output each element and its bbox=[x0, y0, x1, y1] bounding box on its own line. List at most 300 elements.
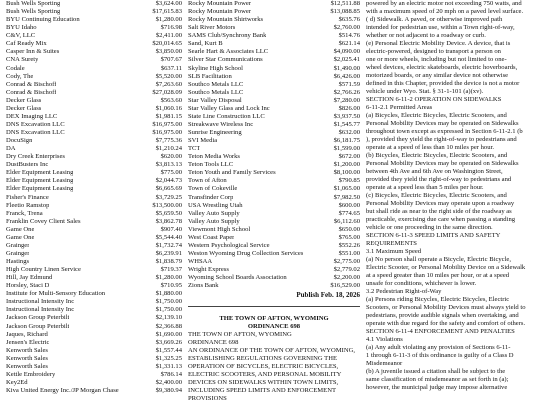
vendor-name: High Country Linen Service bbox=[6, 266, 81, 274]
text-line: Personal Mobility Devices may operate upon a roadway bbox=[366, 200, 515, 207]
vendor-amount: $826.00 bbox=[338, 104, 360, 112]
vendor-name: Southco Metals LLC bbox=[188, 88, 244, 96]
vendor-row bbox=[6, 290, 182, 298]
vendor-name: Salt River Motors bbox=[188, 24, 236, 32]
vendor-name: Wyoming School Boards Association bbox=[188, 274, 287, 282]
vendor-name: Conrad & Bischoff bbox=[6, 80, 57, 88]
vendor-row bbox=[6, 234, 182, 242]
vendor-name: BYU Continuing Education bbox=[6, 16, 80, 24]
vendor-name: Fisher's Finance bbox=[6, 193, 49, 201]
vendor-name: Key2Ed bbox=[6, 378, 28, 386]
vendor-name: Town of Cokeville bbox=[188, 185, 238, 193]
vendor-row bbox=[6, 331, 182, 339]
vendor-amount: $20,014.65 bbox=[152, 40, 182, 48]
text-line: intended for pedestrian use, within a Town right-of-way, bbox=[366, 24, 515, 31]
vendor-name: Conrad & Bischoff bbox=[6, 88, 57, 96]
vendor-row bbox=[6, 97, 182, 105]
vendor-list-column-1 bbox=[6, 0, 182, 395]
ordinance-text-column bbox=[366, 0, 536, 392]
text-line: (a) Persons riding Bicycles, Electric Bicycles, Electric bbox=[366, 296, 510, 303]
vendor-amount: $5,659.50 bbox=[155, 209, 182, 217]
vendor-name: DA bbox=[6, 145, 16, 153]
vendor-name: USA Wrestling Utah bbox=[188, 201, 243, 209]
vendor-name: Wright Express bbox=[188, 266, 229, 274]
vendor-name: Zions Bank bbox=[188, 282, 219, 290]
vendor-amount: $1,557.44 bbox=[155, 346, 182, 354]
vendor-row bbox=[6, 306, 182, 314]
vendor-list-column-2 bbox=[188, 0, 360, 403]
vendor-row bbox=[188, 250, 360, 258]
publish-date: Publish Feb. 18, 2026 bbox=[296, 291, 360, 300]
text-line: whether or not adjacent to a roadway or curb. bbox=[366, 32, 486, 39]
text-line: powered by an electric motor not exceeding 750 watts, and bbox=[366, 0, 522, 7]
vendor-amount: $2,025.41 bbox=[333, 56, 360, 64]
vendor-row bbox=[6, 282, 182, 290]
vendor-row bbox=[6, 153, 182, 161]
vendor-row bbox=[6, 202, 182, 210]
text-line: SECTION 6-11-3 SPEED LIMITS AND SAFETY bbox=[366, 232, 501, 239]
vendor-name: Kenworth Sales bbox=[6, 362, 48, 370]
divider bbox=[188, 306, 360, 307]
vendor-row bbox=[188, 169, 360, 177]
vendor-amount: $600.00 bbox=[338, 201, 360, 209]
vendor-row bbox=[6, 194, 182, 202]
vendor-amount: $7,280.00 bbox=[333, 96, 360, 104]
vendor-name: Dry Creek Enterprises bbox=[6, 153, 65, 161]
text-line: vehicle or one proceeding in the same direction. bbox=[366, 224, 493, 231]
vendor-amount: $1,325.25 bbox=[155, 354, 182, 362]
vendor-amount: $3,862.78 bbox=[155, 217, 182, 225]
vendor-row bbox=[6, 73, 182, 81]
vendor-amount: $514.76 bbox=[338, 32, 360, 40]
vendor-name: Kenworth Sales bbox=[6, 346, 48, 354]
vendor-amount: $1,981.15 bbox=[155, 112, 182, 120]
vendor-row bbox=[188, 210, 360, 218]
vendor-amount: $1,732.74 bbox=[155, 241, 182, 249]
text-line: 4.1 Violations bbox=[366, 336, 403, 343]
vendor-amount: $3,813.13 bbox=[155, 161, 182, 169]
vendor-name: Codale bbox=[6, 64, 25, 72]
vendor-row bbox=[6, 355, 182, 363]
vendor-row bbox=[188, 8, 360, 16]
vendor-row bbox=[188, 40, 360, 48]
text-line: Personal Mobility Devices may be operated on Sidewalks bbox=[366, 160, 519, 167]
vendor-amount: $790.85 bbox=[338, 177, 360, 185]
vendor-row bbox=[6, 8, 182, 16]
vendor-row bbox=[6, 339, 182, 347]
vendor-row bbox=[6, 210, 182, 218]
vendor-amount: $907.40 bbox=[160, 225, 182, 233]
vendor-row bbox=[6, 323, 182, 331]
vendor-name: Western Psychological Service bbox=[188, 241, 270, 249]
vendor-name: Sunrise Engineering bbox=[188, 129, 242, 136]
vendor-row bbox=[6, 105, 182, 113]
text-line: (b) A juvenile issued a citation shall be subject to the bbox=[366, 368, 506, 375]
vendor-row bbox=[6, 65, 182, 73]
vendor-amount: $1,750.00 bbox=[155, 306, 182, 314]
vendor-name: State Line Construction LLC bbox=[188, 112, 265, 120]
vendor-amount: $6,665.69 bbox=[155, 185, 182, 193]
vendor-name: Skyline High School bbox=[188, 64, 243, 72]
text-line: ( d) Sidewalk. A paved, or otherwise improved path bbox=[366, 16, 503, 23]
text-line: (b) Bicycles, Electric Bicycles, Electric Scooters, and bbox=[366, 152, 508, 159]
text-line: one or more wheels, including but not limited to one- bbox=[366, 56, 507, 63]
vendor-name: Bush Wells Sporting bbox=[6, 8, 61, 16]
vendor-name: Jackson Group Peterbilt bbox=[6, 314, 70, 322]
vendor-amount: $672.00 bbox=[338, 153, 360, 161]
text-line: SECTION 6-11-2 OPERATION ON SIDEWALKS bbox=[366, 96, 502, 103]
vendor-row bbox=[188, 129, 360, 137]
text-line: Personal Mobility Devices may be operated on Sidewalks bbox=[366, 120, 519, 127]
vendor-amount: $7,775.36 bbox=[155, 137, 182, 145]
vendor-amount: $1,060.16 bbox=[155, 104, 182, 112]
vendor-name: Transfinder Corp bbox=[188, 193, 234, 201]
vendor-amount: $13,500.00 bbox=[152, 201, 182, 209]
vendor-amount: $27,028.09 bbox=[152, 88, 182, 96]
vendor-name: CNA Surety bbox=[6, 56, 39, 64]
vendor-row bbox=[6, 81, 182, 89]
vendor-amount: $1,880.00 bbox=[155, 290, 182, 298]
vendor-amount: $3,669.26 bbox=[155, 338, 182, 346]
vendor-name: Star Valley Disposal bbox=[188, 96, 242, 104]
vendor-row bbox=[6, 0, 182, 8]
vendor-amount: $1,490.00 bbox=[333, 64, 360, 72]
vendor-amount: $16,529.00 bbox=[330, 282, 360, 290]
vendor-name: WHSAA bbox=[188, 258, 213, 265]
vendor-row bbox=[188, 105, 360, 113]
vendor-name: Viewmont High School bbox=[188, 225, 251, 233]
vendor-name: Rocky Mountain Power bbox=[188, 8, 252, 16]
vendor-name: Fleetio Ramstop bbox=[6, 201, 50, 209]
vendor-name: West Coast Paper bbox=[188, 233, 235, 241]
vendor-amount: $1,599.00 bbox=[333, 145, 360, 153]
text-line: SECTION 6-11-4 ENFORCEMENT AND PENALTIES bbox=[366, 328, 515, 335]
text-line: electric-powered, designed to transport a person on bbox=[366, 48, 501, 55]
vendor-name: Kenworth Sales bbox=[6, 354, 48, 362]
vendor-name: Teton Media Works bbox=[188, 153, 240, 161]
vendor-amount: $17,615.83 bbox=[152, 8, 182, 16]
vendor-name: Kettle Embroidery bbox=[6, 370, 56, 378]
vendor-row bbox=[6, 314, 182, 322]
vendor-amount: $9,380.94 bbox=[155, 387, 182, 394]
vendor-name: SVI Media bbox=[188, 137, 218, 145]
vendor-amount: $4,090.00 bbox=[333, 48, 360, 56]
vendor-amount: $710.95 bbox=[160, 282, 182, 290]
vendor-amount: $16,975.00 bbox=[152, 120, 182, 128]
vendor-name: Rocky Mountain Power bbox=[188, 0, 252, 7]
vendor-amount: $2,766.26 bbox=[333, 88, 360, 96]
text-line: (e) Personal Electric Mobility Device. A device, that is bbox=[366, 40, 511, 47]
text-line: throughout town except as expressed in Section 6-11-2.1 (b bbox=[366, 128, 523, 135]
vendor-amount: $2,760.00 bbox=[333, 24, 360, 32]
vendor-row bbox=[188, 258, 360, 266]
text-line: ORDINANCE 698 bbox=[188, 339, 239, 347]
vendor-amount: $13,088.85 bbox=[330, 8, 360, 16]
text-line: operate with due regard for the safety and comfort of others. bbox=[366, 320, 526, 327]
vendor-name: Elder Equipment Leasing bbox=[6, 177, 74, 185]
vendor-row bbox=[188, 137, 360, 145]
vendor-name: Star Valley Glass and Lock Inc bbox=[188, 104, 270, 112]
vendor-amount: $12,511.88 bbox=[330, 0, 360, 7]
vendor-row bbox=[188, 266, 360, 274]
vendor-name: Hastings bbox=[6, 258, 30, 265]
vendor-name: Elder Equipment Leasing bbox=[6, 169, 74, 177]
vendor-row bbox=[188, 65, 360, 73]
vendor-amount: $6,112.60 bbox=[333, 217, 360, 225]
vendor-name: Instructional Intensity Inc bbox=[6, 298, 75, 306]
vendor-amount: $1,331.13 bbox=[155, 362, 182, 370]
vendor-name: Elder Equipment Leasing bbox=[6, 185, 74, 193]
vendor-amount: $1,065.00 bbox=[333, 185, 360, 193]
vendor-amount: $6,239.91 bbox=[155, 249, 182, 257]
text-line: vehicle under Wyo. Stat. § 31-1-101 (a)(xv). bbox=[366, 88, 484, 95]
text-line: ), provided they yield the right-of-way to pedestrians and bbox=[366, 136, 517, 143]
vendor-row bbox=[6, 379, 182, 387]
vendor-row bbox=[6, 363, 182, 371]
vendor-name: Weston Wyoming Drug Collection Services bbox=[188, 249, 304, 257]
vendor-row bbox=[188, 24, 360, 32]
vendor-row bbox=[188, 161, 360, 169]
vendor-name: C&V, LLC bbox=[6, 32, 36, 40]
vendor-row bbox=[188, 81, 360, 89]
vendor-name: Valley Auto Supply bbox=[188, 209, 240, 217]
vendor-row bbox=[6, 177, 182, 185]
vendor-name: Southco Metals LLC bbox=[188, 80, 244, 88]
text-line: motorized boards, or any similar device not otherwise bbox=[366, 72, 509, 79]
vendor-amount: $2,411.00 bbox=[155, 32, 182, 40]
vendor-row bbox=[188, 282, 360, 290]
vendor-amount: $621.14 bbox=[338, 40, 360, 48]
vendor-amount: $7,982.50 bbox=[333, 193, 360, 201]
vendor-amount: $551.00 bbox=[338, 249, 360, 257]
vendor-row bbox=[188, 242, 360, 250]
vendor-name: TCT bbox=[188, 145, 201, 153]
vendor-row bbox=[6, 250, 182, 258]
vendor-row bbox=[188, 56, 360, 64]
vendor-row bbox=[188, 16, 360, 24]
text-line: pedestrians, provide audible signals when overtaking, and bbox=[366, 312, 519, 319]
vendor-amount: $716.98 bbox=[160, 24, 182, 32]
vendor-name: Kiva United Energy Inc./JP Morgan Chase bbox=[6, 387, 119, 394]
vendor-name: SAMS Club/Synchrony Bank bbox=[188, 32, 267, 40]
vendor-name: DNS Excavation LLC bbox=[6, 129, 65, 136]
vendor-amount: $1,280.00 bbox=[155, 16, 182, 24]
vendor-amount: $3,850.00 bbox=[155, 48, 182, 56]
vendor-name: Hill, Jay Edmund bbox=[6, 274, 53, 282]
vendor-row bbox=[6, 169, 182, 177]
vendor-amount: $632.00 bbox=[338, 129, 360, 136]
vendor-name: DustBusters Inc bbox=[6, 161, 49, 169]
text-line: Misdemeanor bbox=[366, 360, 403, 367]
vendor-name: DEX Imaging LLC bbox=[6, 112, 58, 120]
vendor-amount: $775.00 bbox=[160, 169, 182, 177]
vendor-row bbox=[188, 274, 360, 282]
text-line: provided they yield the right-of-way to pedestrians and bbox=[366, 176, 512, 183]
vendor-row bbox=[6, 24, 182, 32]
vendor-row bbox=[6, 89, 182, 97]
vendor-name: Game One bbox=[6, 233, 35, 241]
text-line: operate at a speed of less than 10 miles per hour. bbox=[366, 144, 494, 151]
vendor-row bbox=[188, 32, 360, 40]
vendor-row bbox=[188, 153, 360, 161]
text-line: (c) Bicycles, Electric Bicycles, Electric Scooters, and bbox=[366, 192, 507, 199]
vendor-amount: $5,544.40 bbox=[155, 233, 182, 241]
vendor-name: DocuSign bbox=[6, 137, 33, 145]
vendor-name: DNS Excavation LLC bbox=[6, 120, 65, 128]
text-line: operate at a speed less than 5 miles per hour. bbox=[366, 184, 484, 191]
vendor-amount: $765.00 bbox=[338, 233, 360, 241]
vendor-amount: $3,937.50 bbox=[333, 112, 360, 120]
vendor-name: Cody, The bbox=[6, 72, 34, 80]
vendor-row bbox=[6, 258, 182, 266]
vendor-row bbox=[6, 347, 182, 355]
vendor-row bbox=[188, 218, 360, 226]
vendor-row bbox=[6, 32, 182, 40]
vendor-name: Jensen's Electric bbox=[6, 338, 50, 346]
vendor-row bbox=[188, 202, 360, 210]
vendor-row bbox=[188, 226, 360, 234]
text-line: at a speed greater than 10 miles per hour, or at a speed bbox=[366, 272, 510, 279]
vendor-amount: $635.76 bbox=[338, 16, 360, 24]
ordinance-title-town: THE TOWN OF AFTON, WYOMING bbox=[219, 315, 329, 323]
vendor-name: Franklin Covey Client Sales bbox=[6, 217, 81, 225]
vendor-amount: $2,200.00 bbox=[333, 274, 360, 282]
vendor-name: Silver Star Communications bbox=[188, 56, 263, 64]
vendor-name: SLB Facilitation bbox=[188, 72, 232, 80]
vendor-list-2 bbox=[188, 0, 360, 290]
vendor-row bbox=[188, 194, 360, 202]
vendor-name: Grainger bbox=[6, 249, 30, 257]
vendor-name: Instructional Intensity Inc bbox=[6, 306, 75, 314]
text-line: ELECTRIC SCOOTERS, AND PERSONAL MOBILITY bbox=[188, 371, 342, 379]
vendor-amount: $774.65 bbox=[338, 209, 360, 217]
vendor-name: Caf Ready Mix bbox=[6, 40, 47, 48]
vendor-row bbox=[6, 274, 182, 282]
vendor-amount: $7,263.60 bbox=[155, 80, 182, 88]
vendor-row bbox=[6, 48, 182, 56]
vendor-amount: $6,181.75 bbox=[333, 137, 360, 145]
text-line: but shall ride as near to the right side of the roadway as bbox=[366, 208, 512, 215]
vendor-amount: $620.00 bbox=[160, 153, 182, 161]
vendor-name: Casper Inn & Suites bbox=[6, 48, 60, 56]
vendor-amount: $2,366.88 bbox=[155, 322, 182, 330]
vendor-amount: $707.67 bbox=[160, 56, 182, 64]
vendor-row bbox=[6, 113, 182, 121]
text-line: ESTABLISHING REGULATIONS GOVERNING THE bbox=[188, 355, 337, 363]
vendor-row bbox=[188, 97, 360, 105]
vendor-row bbox=[188, 234, 360, 242]
vendor-row bbox=[188, 73, 360, 81]
text-line: OPERATION OF BICYCLES, ELECTRIC BICYCLES, bbox=[188, 363, 339, 371]
vendor-row bbox=[6, 56, 182, 64]
vendor-row bbox=[188, 48, 360, 56]
ordinance-body bbox=[188, 331, 360, 403]
vendor-amount: $1,690.00 bbox=[155, 330, 182, 338]
vendor-amount: $552.26 bbox=[338, 241, 360, 249]
vendor-name: Decker Glass bbox=[6, 104, 42, 112]
vendor-amount: $6,426.00 bbox=[333, 72, 360, 80]
vendor-amount: $786.14 bbox=[160, 370, 182, 378]
vendor-amount: $2,400.00 bbox=[155, 378, 182, 386]
vendor-amount: $1,750.00 bbox=[155, 298, 182, 306]
vendor-row bbox=[6, 371, 182, 379]
vendor-row bbox=[188, 0, 360, 8]
vendor-row bbox=[6, 16, 182, 24]
text-line: (a) No person shall operate a Bicycle, Electric Bicycle, bbox=[366, 256, 511, 263]
vendor-name: Rocky Mountain Shirtworks bbox=[188, 16, 264, 24]
text-line: INCLUDING SPEED LIMITS AND ENFORCEMENT bbox=[188, 387, 336, 395]
text-line: PROVISIONS bbox=[188, 395, 227, 403]
vendor-amount: $16,975.00 bbox=[152, 129, 182, 136]
vendor-amount: $1,210.24 bbox=[155, 145, 182, 153]
vendor-name: Town of Afton bbox=[188, 177, 227, 185]
text-line: practicable, exercising due care when passing a standing bbox=[366, 216, 516, 223]
text-line: however, the municipal judge may impose alternative bbox=[366, 384, 508, 391]
vendor-amount: $3,624.00 bbox=[155, 0, 182, 7]
vendor-amount: $8,100.00 bbox=[333, 169, 360, 177]
vendor-row bbox=[6, 298, 182, 306]
vendor-row bbox=[6, 185, 182, 193]
text-line: (a) Any adult violating any provision of Sections 6-11- bbox=[366, 344, 511, 351]
vendor-amount: $637.11 bbox=[160, 64, 182, 72]
vendor-name: Institute for Multi-Sensory Education bbox=[6, 290, 106, 298]
text-line: AN ORDINANCE OF THE TOWN OF AFTON, WYOMING, bbox=[188, 347, 355, 355]
text-line: 6-11-2.1 Permitted Areas bbox=[366, 104, 433, 111]
vendor-row bbox=[6, 226, 182, 234]
vendor-row bbox=[188, 89, 360, 97]
vendor-name: Jackson Group Peterbilt bbox=[6, 322, 70, 330]
text-line: same classification of misdemeanor as set forth in (a); bbox=[366, 376, 509, 383]
text-line: DEVICES ON SIDEWALKS WITHIN TOWN LIMITS, bbox=[188, 379, 339, 387]
vendor-amount: $571.59 bbox=[338, 80, 360, 88]
vendor-row bbox=[188, 121, 360, 129]
vendor-name: Grainger bbox=[6, 241, 30, 249]
vendor-row bbox=[188, 177, 360, 185]
vendor-amount: $1,280.00 bbox=[155, 274, 182, 282]
vendor-name: Jaques, Richard bbox=[6, 330, 48, 338]
vendor-name: Teton Tools LLC bbox=[188, 161, 234, 169]
vendor-name: Horsley, Staci D bbox=[6, 282, 50, 290]
vendor-name: Valley Auto Supply bbox=[188, 217, 240, 225]
vendor-name: Decker Glass bbox=[6, 96, 42, 104]
vendor-amount: $5,520.00 bbox=[155, 72, 182, 80]
text-line: between 4th Ave and 6th Ave on Washington Street, bbox=[366, 168, 503, 175]
vendor-amount: $1,838.79 bbox=[155, 258, 182, 265]
vendor-row bbox=[6, 137, 182, 145]
text-line: with a maximum speed of 20 mph on a paved level surface. bbox=[366, 8, 524, 15]
vendor-amount: $563.60 bbox=[160, 96, 182, 104]
text-line: 3.2 Pedestrian Right-of-Way bbox=[366, 288, 442, 295]
vendor-row bbox=[6, 121, 182, 129]
text-line: THE TOWN OF AFTON, WYOMING bbox=[188, 331, 292, 339]
vendor-row bbox=[188, 185, 360, 193]
vendor-amount: $2,139.10 bbox=[155, 314, 182, 322]
vendor-amount: $1,545.77 bbox=[333, 120, 360, 128]
vendor-row bbox=[188, 113, 360, 121]
vendor-row bbox=[188, 145, 360, 153]
text-line: Scooters, or Personal Mobility Devices must always yield to bbox=[366, 304, 526, 311]
text-line: 3.1 Maximum Speed bbox=[366, 248, 422, 255]
vendor-amount: $2,779.02 bbox=[333, 266, 360, 274]
vendor-amount: $1,200.00 bbox=[333, 161, 360, 169]
text-line: wheel devices, electric skateboards, electric hoverboards, bbox=[366, 64, 518, 71]
vendor-amount: $719.37 bbox=[160, 266, 182, 274]
vendor-name: Searle Hart & Associates LLC bbox=[188, 48, 269, 56]
text-line: Electric Scooter, or Personal Mobility Device on a Sidewalk bbox=[366, 264, 526, 271]
text-line: unsafe for conditions, whichever is lower. bbox=[366, 280, 477, 287]
vendor-amount: $3,729.25 bbox=[155, 193, 182, 201]
vendor-amount: $2,044.73 bbox=[155, 177, 182, 185]
